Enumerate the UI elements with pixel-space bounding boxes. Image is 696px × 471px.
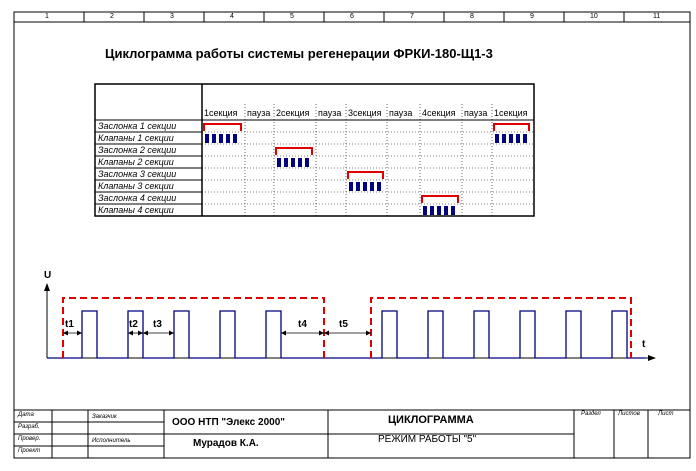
valve-pulse-mark: [284, 158, 288, 167]
table-row-label: Клапаны 3 секции: [98, 181, 174, 191]
column-number: 11: [653, 13, 661, 20]
table-header-cell: 1секция: [494, 108, 528, 118]
column-number: 6: [350, 13, 354, 20]
damper-open-mark: [276, 148, 312, 155]
table-header-cell: 2секция: [276, 108, 310, 118]
valve-pulse-mark: [502, 134, 506, 143]
timing-table-marks: [204, 124, 529, 215]
valve-pulse-mark: [205, 134, 209, 143]
column-number: 2: [110, 13, 114, 20]
column-number: 5: [290, 13, 294, 20]
valve-pulse-mark: [305, 158, 309, 167]
column-number: 10: [590, 13, 598, 20]
valve-pulse-mark: [226, 134, 230, 143]
valve-pulse-mark: [233, 134, 237, 143]
tb-doc-title: ЦИКЛОГРАММА: [388, 414, 474, 426]
tb-col-sheets: Листов: [618, 411, 640, 417]
table-row-label: Заслонка 2 секции: [98, 145, 177, 155]
y-axis-label: U: [44, 270, 52, 281]
valve-pulse-mark: [437, 206, 441, 215]
valve-pulse-mark: [377, 182, 381, 191]
tb-author: Мурадов К.А.: [193, 438, 259, 449]
valve-pulse-mark: [516, 134, 520, 143]
damper-open-mark: [422, 196, 458, 203]
column-number: 9: [530, 13, 534, 20]
column-number: 3: [170, 13, 174, 20]
valve-pulse-mark: [356, 182, 360, 191]
tb-executor-label: Исполнитель: [92, 438, 131, 444]
table-header-cell: 3секция: [348, 108, 382, 118]
valve-pulse-mark: [444, 206, 448, 215]
table-row-label: Заслонка 1 секции: [98, 121, 177, 131]
valve-pulse-mark: [495, 134, 499, 143]
table-header-cell: пауза: [464, 108, 488, 118]
interval-t5-label: t5: [339, 319, 348, 330]
table-row-label: Клапаны 4 секции: [98, 205, 174, 215]
tb-row-date: Дата: [18, 412, 34, 418]
column-number: 4: [230, 13, 234, 20]
valve-pulse-mark: [212, 134, 216, 143]
valve-pulse-mark: [219, 134, 223, 143]
column-number: 8: [470, 13, 474, 20]
valve-pulse-mark: [291, 158, 295, 167]
interval-t2-label: t2: [129, 319, 138, 330]
tb-col-section: Раздел: [581, 411, 601, 417]
x-axis-label: t: [642, 339, 646, 350]
valve-pulse-mark: [298, 158, 302, 167]
table-header-cell: пауза: [247, 108, 271, 118]
tb-col-sheet: Лист: [658, 411, 674, 417]
diagram-title: Циклограмма работы системы регенерации ФРКИ-180-Щ1-3: [105, 46, 493, 61]
valve-pulse-mark: [370, 182, 374, 191]
valve-pulse-mark: [349, 182, 353, 191]
table-row-label: Клапаны 1 секции: [98, 133, 174, 143]
interval-t1-label: t1: [65, 319, 74, 330]
damper-open-mark: [348, 172, 383, 179]
valve-pulse-mark: [430, 206, 434, 215]
section-envelope: [63, 298, 324, 358]
tb-doc-subtitle: РЕЖИМ РАБОТЫ "5": [378, 434, 477, 445]
tb-organization: ООО НТП "Элекс 2000": [172, 417, 285, 428]
valve-pulse-mark: [451, 206, 455, 215]
table-header-cell: пауза: [318, 108, 342, 118]
damper-open-mark: [204, 124, 241, 131]
column-number: 1: [45, 13, 49, 20]
tb-row-developer: Разраб.: [18, 424, 40, 430]
table-row-label: Заслонка 4 секции: [98, 193, 177, 203]
valve-pulse-mark: [423, 206, 427, 215]
table-row-label: Заслонка 3 секции: [98, 169, 177, 179]
tb-customer-label: Заказчик: [92, 414, 117, 420]
interval-t4-label: t4: [298, 319, 307, 330]
section-envelope: [371, 298, 631, 358]
valve-pulse-mark: [277, 158, 281, 167]
valve-pulse-mark: [363, 182, 367, 191]
table-row-label: Клапаны 2 секции: [98, 157, 174, 167]
damper-open-mark: [494, 124, 529, 131]
table-header-cell: пауза: [389, 108, 413, 118]
sheet-frame: [14, 12, 690, 458]
interval-t3-label: t3: [153, 319, 162, 330]
tb-row-checker: Провер.: [18, 436, 41, 442]
valve-pulse-mark: [509, 134, 513, 143]
valve-pulse-mark: [523, 134, 527, 143]
table-header-cell: 1секция: [204, 108, 238, 118]
table-header-cell: 4секция: [422, 108, 456, 118]
column-number: 7: [410, 13, 414, 20]
tb-row-project: Проект: [18, 448, 41, 454]
